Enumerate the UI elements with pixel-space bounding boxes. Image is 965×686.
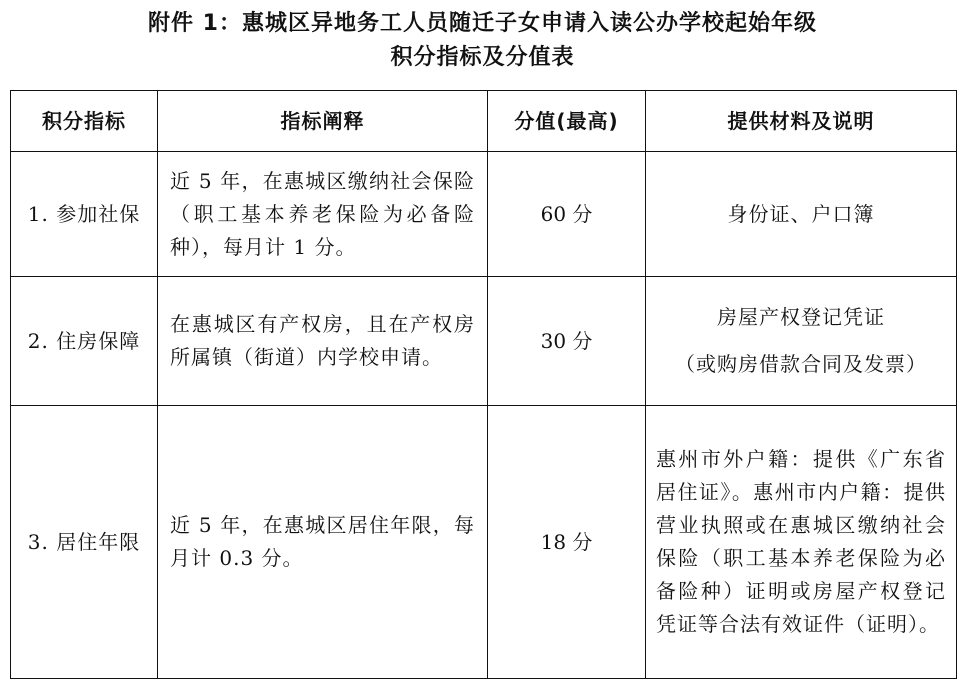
row-indicator: 1. 参加社保 [11,152,158,277]
row-materials [646,152,957,277]
row-indicator: 2. 住房保障 [11,277,158,406]
row-score: 18 分 [488,406,646,679]
row-explanation: 近 5 年，在惠城区缴纳社会保险（职工基本养老保险为必备险种），每月计 1 分。 [158,152,488,277]
materials-line: 身份证、户口簿 [727,201,875,226]
table-row [11,277,957,406]
row-indicator: 3. 居住年限 [11,406,158,679]
row-materials [646,406,957,679]
row-explanation: 近 5 年，在惠城区居住年限，每月计 0.3 分。 [158,406,488,679]
header-score: 分值(最高) [488,91,646,152]
header-explanation: 指标阐释 [158,91,488,152]
materials-line: 房屋产权登记凭证 [717,305,885,329]
header-indicator: 积分指标 [11,91,158,152]
row-score: 60 分 [488,152,646,277]
table-header-row [11,91,957,152]
table-row [11,152,957,277]
document-title-line-2: 积分指标及分值表 [390,45,575,70]
materials-line: （或购房借款合同及发票） [675,352,927,376]
row-materials [646,277,957,406]
document-title-line-1: 附件 1：惠城区异地务工人员随迁子女申请入读公办学校起始年级 [148,11,817,36]
points-table [10,90,957,679]
row-score: 30 分 [488,277,646,406]
row-explanation: 在惠城区有产权房，且在产权房所属镇（街道）内学校申请。 [158,277,488,406]
materials-line: 惠州市外户籍：提供《广东省居住证》。惠州市内户籍：提供营业执照或在惠城区缴纳社会保险（职工基本养老保险为必备险种）证明或房屋产权登记凭证等合法有效证件（证明）。 [656,447,946,636]
table-row [11,406,957,679]
header-materials: 提供材料及说明 [646,91,957,152]
